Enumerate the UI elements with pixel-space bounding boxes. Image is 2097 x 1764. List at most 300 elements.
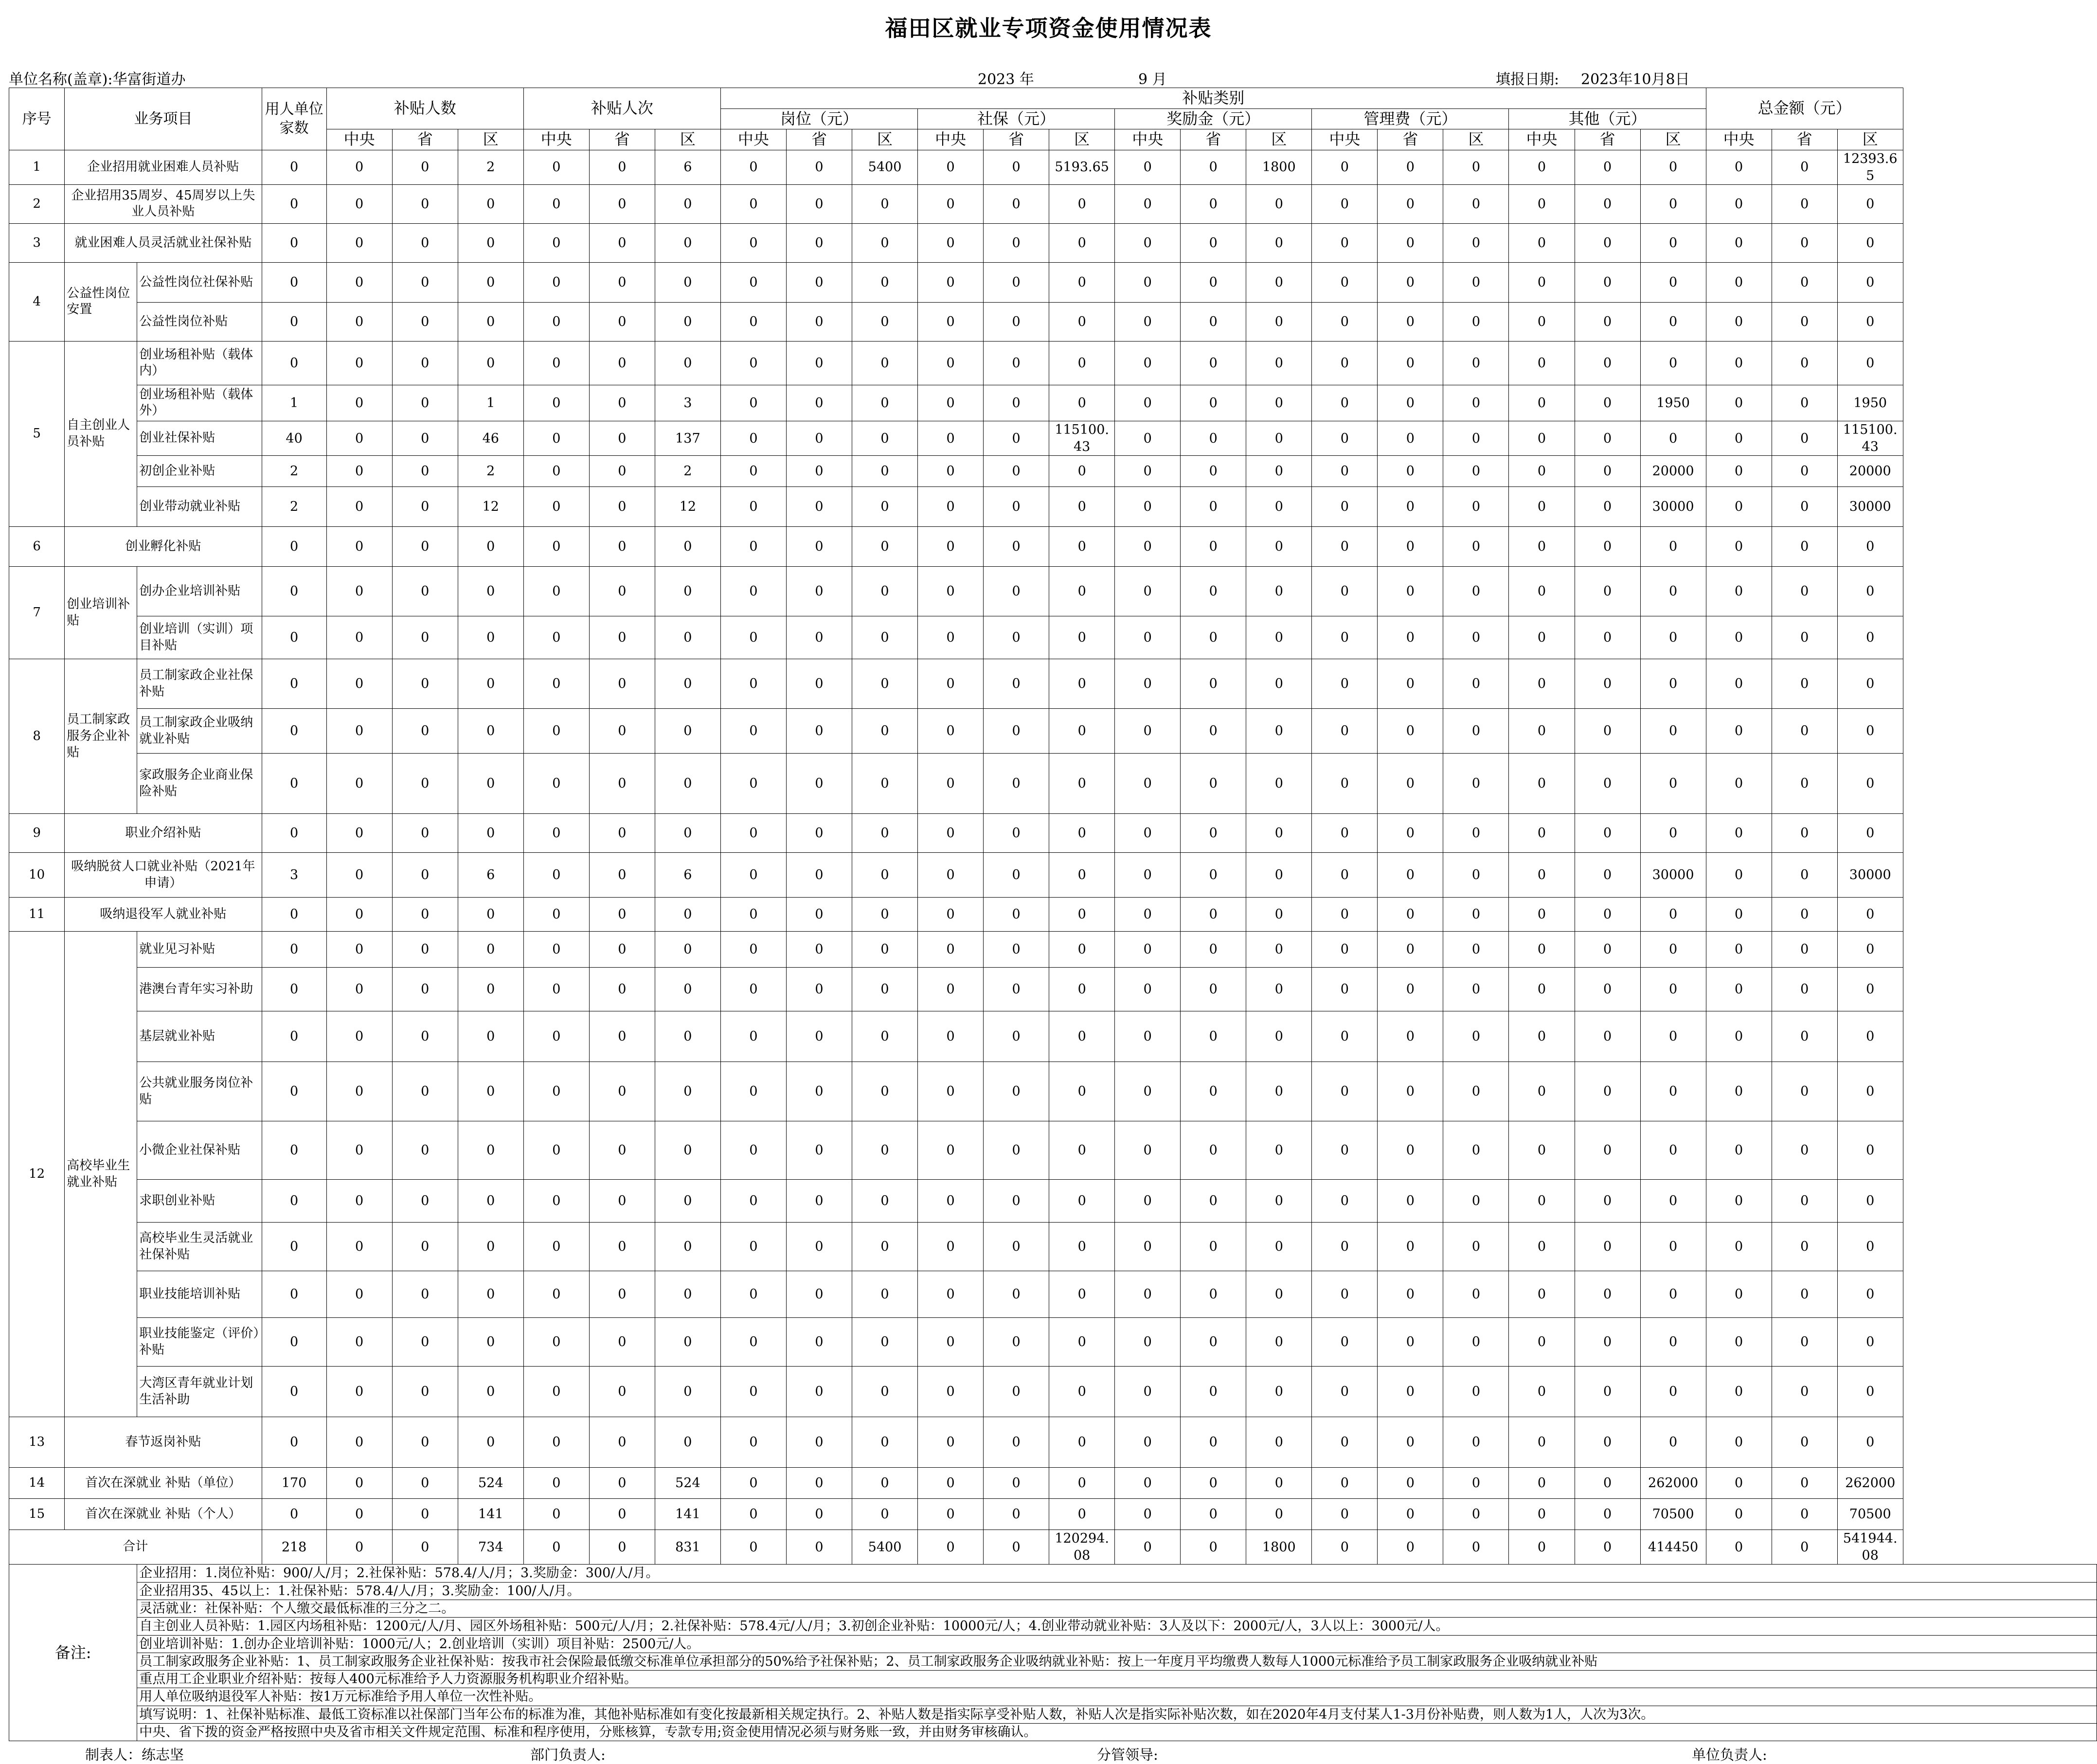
row-value: 0	[918, 709, 984, 754]
note-line: 自主创业人员补贴：1.园区内场租补贴：1200元/人/月、园区外场租补贴：500元/人/月；2.社保补贴：578.4元/人/月；3.初创企业补贴：10000元/人；4.创业带动就业补贴：3人及以下：2000元/人，3人以上：3000元/人。	[137, 1618, 2097, 1635]
row-value: 0	[392, 1271, 458, 1318]
table-row	[9, 150, 2097, 184]
total-value: 0	[984, 1530, 1049, 1565]
row-value: 0	[1312, 567, 1378, 616]
row-value: 0	[1640, 1011, 1706, 1062]
row-value: 0	[852, 262, 918, 302]
row-value: 0	[523, 302, 589, 341]
row-value: 0	[1115, 456, 1181, 487]
row-seq: 11	[9, 898, 65, 932]
row-value: 0	[1575, 968, 1640, 1011]
row-value: 0	[1509, 184, 1575, 223]
row-value: 0	[1246, 1271, 1312, 1318]
row-value: 0	[984, 184, 1049, 223]
row-value: 0	[1246, 1318, 1312, 1367]
row-value: 0	[326, 1417, 392, 1468]
row-value: 0	[984, 1468, 1049, 1499]
row-value: 3	[262, 853, 326, 898]
total-value: 5400	[852, 1530, 918, 1565]
row-value: 0	[1443, 616, 1509, 659]
row-value: 0	[589, 1062, 655, 1121]
row-value: 0	[523, 341, 589, 385]
row-value: 0	[1575, 1499, 1640, 1530]
row-value: 0	[786, 709, 852, 754]
row-value: 0	[1049, 527, 1115, 567]
row-value: 0	[523, 754, 589, 814]
row-value: 0	[852, 1417, 918, 1468]
row-value: 0	[1115, 616, 1181, 659]
row-value: 0	[1706, 262, 1772, 302]
row-value: 0	[1181, 223, 1246, 262]
row-value: 0	[326, 527, 392, 567]
row-value: 0	[720, 262, 786, 302]
header-level: 省	[392, 129, 458, 150]
row-value: 0	[655, 1417, 720, 1468]
row-value: 0	[1772, 385, 1837, 421]
row-seq: 1	[9, 150, 65, 184]
row-item: 员工制家政企业社保补贴	[137, 659, 262, 709]
row-group-label: 创业培训补贴	[65, 567, 137, 659]
row-value: 0	[1706, 1062, 1772, 1121]
row-value: 0	[1246, 1223, 1312, 1271]
row-value: 0	[720, 1062, 786, 1121]
row-seq: 2	[9, 184, 65, 223]
row-seq: 9	[9, 814, 65, 853]
table-row	[9, 659, 2097, 709]
row-value: 0	[589, 1367, 655, 1417]
row-value: 12	[458, 487, 523, 527]
row-value: 0	[1312, 814, 1378, 853]
row-value: 0	[589, 1011, 655, 1062]
row-value: 0	[1378, 853, 1443, 898]
row-value: 0	[720, 150, 786, 184]
row-value: 0	[984, 814, 1049, 853]
row-value: 0	[1378, 302, 1443, 341]
table-row	[9, 709, 2097, 754]
total-value: 0	[786, 1530, 852, 1565]
note-line: 灵活就业：社保补贴：个人缴交最低标准的三分之二。	[137, 1600, 2097, 1618]
row-value: 0	[1772, 1499, 1837, 1530]
row-value: 0	[392, 223, 458, 262]
row-value: 0	[720, 421, 786, 455]
row-value: 0	[326, 1180, 392, 1223]
row-value: 0	[1312, 421, 1378, 455]
row-value: 0	[1640, 1417, 1706, 1468]
row-value: 0	[1049, 1223, 1115, 1271]
row-value: 0	[852, 527, 918, 567]
row-value: 0	[1837, 1271, 1903, 1318]
row-value: 0	[1181, 456, 1246, 487]
row-value: 0	[1837, 302, 1903, 341]
row-value: 0	[262, 184, 326, 223]
row-value: 0	[720, 709, 786, 754]
row-value: 0	[1575, 1367, 1640, 1417]
row-value: 0	[1837, 1062, 1903, 1121]
row-value: 0	[655, 968, 720, 1011]
header-seq: 序号	[9, 88, 65, 150]
table-row	[9, 616, 2097, 659]
row-value: 0	[786, 341, 852, 385]
row-value: 0	[1312, 1271, 1378, 1318]
row-value: 0	[1837, 527, 1903, 567]
row-item: 创办企业培训补贴	[137, 567, 262, 616]
row-value: 0	[523, 1367, 589, 1417]
table-row	[9, 527, 2097, 567]
row-value: 0	[392, 814, 458, 853]
row-value: 0	[786, 1121, 852, 1180]
row-value: 0	[1706, 341, 1772, 385]
row-value: 0	[918, 616, 984, 659]
row-value: 0	[392, 709, 458, 754]
row-value: 0	[1378, 1499, 1443, 1530]
row-value: 0	[326, 456, 392, 487]
row-value: 0	[589, 1180, 655, 1223]
row-value: 0	[458, 262, 523, 302]
total-value: 0	[1115, 1530, 1181, 1565]
row-value: 0	[1312, 1468, 1378, 1499]
row-value: 0	[1115, 262, 1181, 302]
row-value: 0	[1115, 527, 1181, 567]
row-value: 0	[458, 1271, 523, 1318]
row-value: 0	[458, 1121, 523, 1180]
row-value: 0	[1246, 1367, 1312, 1417]
row-value: 0	[786, 932, 852, 968]
row-value: 0	[1378, 341, 1443, 385]
table-row	[9, 302, 2097, 341]
row-value: 0	[326, 150, 392, 184]
row-value: 0	[918, 1318, 984, 1367]
row-value: 0	[458, 659, 523, 709]
header-level: 中央	[720, 129, 786, 150]
row-value: 0	[1575, 456, 1640, 487]
row-value: 0	[918, 184, 984, 223]
row-value: 3	[655, 385, 720, 421]
row-value: 0	[1706, 1468, 1772, 1499]
row-value: 0	[1246, 302, 1312, 341]
row-value: 0	[262, 341, 326, 385]
row-value: 0	[1115, 1468, 1181, 1499]
row-value: 0	[1509, 659, 1575, 709]
row-value: 0	[984, 1062, 1049, 1121]
row-value: 0	[1312, 1318, 1378, 1367]
row-value: 0	[1772, 853, 1837, 898]
row-value: 0	[326, 754, 392, 814]
row-value: 0	[1115, 1271, 1181, 1318]
row-value: 0	[1575, 1180, 1640, 1223]
row-value: 0	[720, 754, 786, 814]
row-value: 0	[1575, 487, 1640, 527]
row-value: 0	[984, 1367, 1049, 1417]
row-value: 0	[262, 659, 326, 709]
row-value: 0	[1837, 1223, 1903, 1271]
row-value: 0	[1772, 1223, 1837, 1271]
row-value: 0	[1837, 616, 1903, 659]
row-value: 0	[984, 898, 1049, 932]
row-value: 0	[1115, 1121, 1181, 1180]
row-value: 0	[262, 1180, 326, 1223]
row-value: 0	[918, 1062, 984, 1121]
row-item: 家政服务企业商业保险补贴	[137, 754, 262, 814]
row-value: 0	[655, 1011, 720, 1062]
row-value: 0	[918, 1011, 984, 1062]
row-value: 0	[1181, 1223, 1246, 1271]
row-value: 0	[1772, 487, 1837, 527]
row-value: 0	[326, 709, 392, 754]
row-value: 0	[392, 1318, 458, 1367]
row-value: 0	[1443, 527, 1509, 567]
row-value: 0	[1575, 659, 1640, 709]
row-value: 0	[655, 1121, 720, 1180]
row-value: 0	[1772, 456, 1837, 487]
row-value: 0	[984, 456, 1049, 487]
row-value: 0	[1706, 302, 1772, 341]
row-value: 0	[655, 1062, 720, 1121]
row-value: 0	[1706, 487, 1772, 527]
row-value: 0	[1575, 1121, 1640, 1180]
row-value: 0	[1246, 223, 1312, 262]
row-value: 0	[984, 1417, 1049, 1468]
row-value: 0	[1443, 754, 1509, 814]
row-value: 0	[1575, 302, 1640, 341]
row-value: 0	[1312, 456, 1378, 487]
row-value: 0	[458, 1318, 523, 1367]
row-value: 0	[1246, 616, 1312, 659]
row-value: 0	[1312, 184, 1378, 223]
row-value: 0	[326, 898, 392, 932]
row-value: 0	[1443, 1318, 1509, 1367]
row-value: 0	[1049, 1318, 1115, 1367]
row-value: 0	[852, 223, 918, 262]
row-value: 0	[262, 567, 326, 616]
row-value: 0	[918, 898, 984, 932]
row-value: 137	[655, 421, 720, 455]
row-value: 0	[1575, 527, 1640, 567]
header-item: 业务项目	[65, 88, 262, 150]
row-value: 0	[655, 1223, 720, 1271]
row-value: 0	[1049, 709, 1115, 754]
row-value: 0	[1575, 1318, 1640, 1367]
row-value: 0	[262, 223, 326, 262]
footer-unit-head: 单位负责人:	[1692, 1746, 1767, 1763]
row-value: 0	[655, 616, 720, 659]
row-value: 0	[918, 1499, 984, 1530]
total-row	[9, 1530, 2097, 1565]
report-month: 9 月	[1138, 71, 1167, 88]
total-value: 0	[392, 1530, 458, 1565]
row-value: 0	[655, 754, 720, 814]
row-value: 0	[852, 1180, 918, 1223]
row-value: 0	[852, 898, 918, 932]
total-value: 734	[458, 1530, 523, 1565]
row-value: 0	[984, 616, 1049, 659]
row-value: 0	[1575, 567, 1640, 616]
row-value: 0	[589, 527, 655, 567]
row-value: 0	[1049, 487, 1115, 527]
row-value: 0	[918, 1180, 984, 1223]
row-value: 0	[1772, 932, 1837, 968]
row-value: 0	[262, 1318, 326, 1367]
row-value: 0	[1312, 1062, 1378, 1121]
row-value: 0	[1837, 1367, 1903, 1417]
row-item: 企业招用35周岁、45周岁以上失业人员补贴	[65, 184, 262, 223]
row-value: 0	[1115, 1499, 1181, 1530]
row-value: 0	[1246, 898, 1312, 932]
row-value: 70500	[1837, 1499, 1903, 1530]
row-value: 0	[1706, 150, 1772, 184]
row-value: 0	[1706, 1499, 1772, 1530]
row-value: 0	[852, 814, 918, 853]
row-value: 0	[1640, 616, 1706, 659]
row-value: 0	[1509, 527, 1575, 567]
row-value: 0	[589, 1121, 655, 1180]
row-value: 0	[655, 262, 720, 302]
row-value: 0	[1049, 1417, 1115, 1468]
row-value: 0	[1312, 302, 1378, 341]
row-value: 0	[1772, 1180, 1837, 1223]
row-value: 0	[1181, 1180, 1246, 1223]
row-value: 0	[1575, 150, 1640, 184]
row-value: 0	[918, 1417, 984, 1468]
row-seq: 12	[9, 932, 65, 1417]
header-level: 区	[1443, 129, 1509, 150]
row-value: 0	[1706, 1011, 1772, 1062]
row-value: 0	[786, 527, 852, 567]
row-value: 0	[1378, 487, 1443, 527]
row-value: 0	[1772, 527, 1837, 567]
row-value: 0	[918, 456, 984, 487]
row-value: 0	[1181, 898, 1246, 932]
row-value: 0	[786, 456, 852, 487]
row-value: 0	[523, 659, 589, 709]
row-value: 0	[1378, 421, 1443, 455]
fill-date-label: 填报日期:	[1496, 71, 1559, 88]
row-value: 0	[1772, 421, 1837, 455]
row-value: 0	[523, 262, 589, 302]
row-value: 0	[1181, 1367, 1246, 1417]
row-value: 0	[720, 487, 786, 527]
row-value: 0	[1181, 1011, 1246, 1062]
table-row	[9, 898, 2097, 932]
row-value: 0	[458, 1062, 523, 1121]
row-value: 0	[984, 1121, 1049, 1180]
row-value: 0	[1837, 223, 1903, 262]
row-value: 0	[1443, 302, 1509, 341]
row-value: 0	[1181, 567, 1246, 616]
table-row	[9, 1367, 2097, 1417]
row-value: 0	[1772, 262, 1837, 302]
report-year: 2023 年	[978, 71, 1034, 88]
row-value: 0	[1378, 1417, 1443, 1468]
header-guanli: 管理费（元）	[1312, 108, 1509, 129]
row-value: 0	[1378, 150, 1443, 184]
row-value: 0	[1640, 184, 1706, 223]
row-value: 0	[1378, 1318, 1443, 1367]
row-value: 0	[1772, 814, 1837, 853]
row-value: 0	[326, 814, 392, 853]
row-value: 0	[262, 616, 326, 659]
row-value: 0	[589, 1318, 655, 1367]
row-value: 0	[589, 968, 655, 1011]
row-value: 0	[655, 184, 720, 223]
row-value: 0	[458, 527, 523, 567]
row-value: 12	[655, 487, 720, 527]
row-value: 0	[1246, 487, 1312, 527]
row-value: 0	[589, 659, 655, 709]
row-value: 0	[1640, 709, 1706, 754]
row-value: 0	[918, 814, 984, 853]
row-value: 0	[1706, 1417, 1772, 1468]
row-value: 0	[326, 659, 392, 709]
table-row	[9, 421, 2097, 455]
row-value: 0	[852, 709, 918, 754]
row-value: 0	[1049, 456, 1115, 487]
row-value: 0	[326, 341, 392, 385]
row-value: 0	[1509, 1271, 1575, 1318]
row-item: 职业技能鉴定（评价）补贴	[137, 1318, 262, 1367]
header-level: 中央	[1509, 129, 1575, 150]
row-value: 0	[1509, 968, 1575, 1011]
row-value: 0	[1837, 1121, 1903, 1180]
row-value: 0	[326, 1011, 392, 1062]
row-value: 0	[392, 150, 458, 184]
row-value: 12393.65	[1837, 150, 1903, 184]
total-value: 0	[1575, 1530, 1640, 1565]
row-value: 0	[1181, 932, 1246, 968]
row-value: 0	[786, 421, 852, 455]
row-value: 0	[458, 567, 523, 616]
row-value: 0	[589, 814, 655, 853]
row-value: 0	[1378, 616, 1443, 659]
row-value: 0	[1509, 898, 1575, 932]
row-value: 0	[1509, 1062, 1575, 1121]
row-value: 0	[1837, 1011, 1903, 1062]
row-value: 0	[1772, 1318, 1837, 1367]
row-value: 0	[262, 1121, 326, 1180]
row-value: 0	[458, 341, 523, 385]
row-value: 46	[458, 421, 523, 455]
row-value: 0	[392, 659, 458, 709]
row-value: 0	[655, 567, 720, 616]
row-value: 0	[1312, 1011, 1378, 1062]
table-row	[9, 262, 2097, 302]
row-item: 创业场租补贴（载体内）	[137, 341, 262, 385]
row-value: 6	[655, 853, 720, 898]
row-item: 员工制家政企业吸纳就业补贴	[137, 709, 262, 754]
row-item: 创业培训（实训）项目补贴	[137, 616, 262, 659]
row-value: 0	[1115, 223, 1181, 262]
row-value: 6	[458, 853, 523, 898]
row-value: 0	[392, 527, 458, 567]
row-value: 0	[458, 1223, 523, 1271]
row-value: 0	[1049, 1271, 1115, 1318]
row-value: 0	[918, 262, 984, 302]
row-value: 0	[1312, 709, 1378, 754]
row-value: 0	[1509, 932, 1575, 968]
row-value: 0	[1509, 1011, 1575, 1062]
row-value: 0	[1378, 1062, 1443, 1121]
row-value: 0	[1378, 659, 1443, 709]
row-value: 0	[1181, 262, 1246, 302]
row-value: 30000	[1640, 487, 1706, 527]
row-item: 创业带动就业补贴	[137, 487, 262, 527]
table-row	[9, 1062, 2097, 1121]
row-value: 5193.65	[1049, 150, 1115, 184]
row-value: 0	[1312, 898, 1378, 932]
row-value: 0	[655, 1180, 720, 1223]
row-value: 0	[262, 1367, 326, 1417]
row-value: 0	[1837, 932, 1903, 968]
row-value: 0	[589, 385, 655, 421]
